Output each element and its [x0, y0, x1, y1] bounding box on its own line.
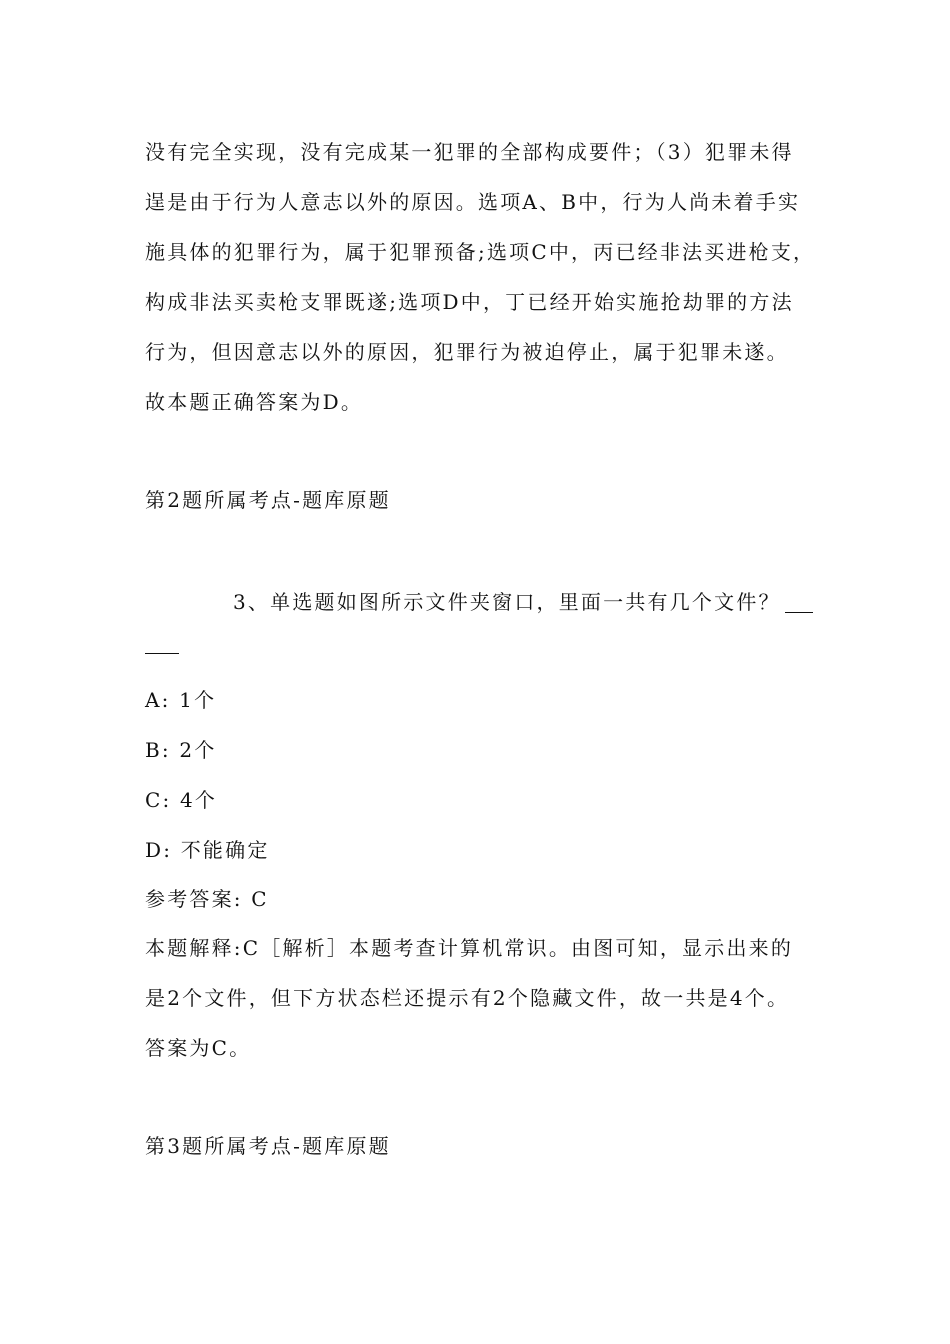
- paragraph-line: 故本题正确答案为D。: [145, 390, 364, 414]
- option-b: B: 2个: [145, 738, 217, 762]
- paragraph-line: 行为，但因意志以外的原因，犯罪行为被迫停止，属于犯罪未遂。: [145, 340, 789, 364]
- option-a: A: 1个: [145, 688, 217, 712]
- explanation-line: 答案为C。: [145, 1036, 252, 1060]
- option-c: C: 4个: [145, 788, 218, 812]
- option-d: D: 不能确定: [145, 838, 270, 862]
- answer-blank-continuation: [145, 653, 179, 654]
- paragraph-line: 没有完全实现，没有完成某一犯罪的全部构成要件；（3）犯罪未得: [145, 140, 794, 164]
- question-stem-row: [233, 590, 813, 614]
- section-label: 第2题所属考点-题库原题: [145, 488, 391, 512]
- paragraph-line: 施具体的犯罪行为，属于犯罪预备;选项C中，丙已经非法买进枪支，: [145, 240, 816, 264]
- section-label: 第3题所属考点-题库原题: [145, 1134, 391, 1158]
- explanation-line: 是2个文件，但下方状态栏还提示有2个隐藏文件，故一共是4个。: [145, 986, 790, 1010]
- paragraph-line: 逞是由于行为人意志以外的原因。选项A、B中，行为人尚未着手实: [145, 190, 801, 214]
- paragraph-line: 构成非法买卖枪支罪既遂;选项D中，丁已经开始实施抢劫罪的方法: [145, 290, 794, 314]
- explanation-line: 本题解释:C［解析］本题考查计算机常识。由图可知，显示出来的: [145, 936, 794, 960]
- reference-answer: 参考答案: C: [145, 887, 269, 911]
- answer-blank: [785, 612, 813, 613]
- question-stem: 3、单选题如图所示文件夹窗口，里面一共有几个文件？: [233, 590, 781, 614]
